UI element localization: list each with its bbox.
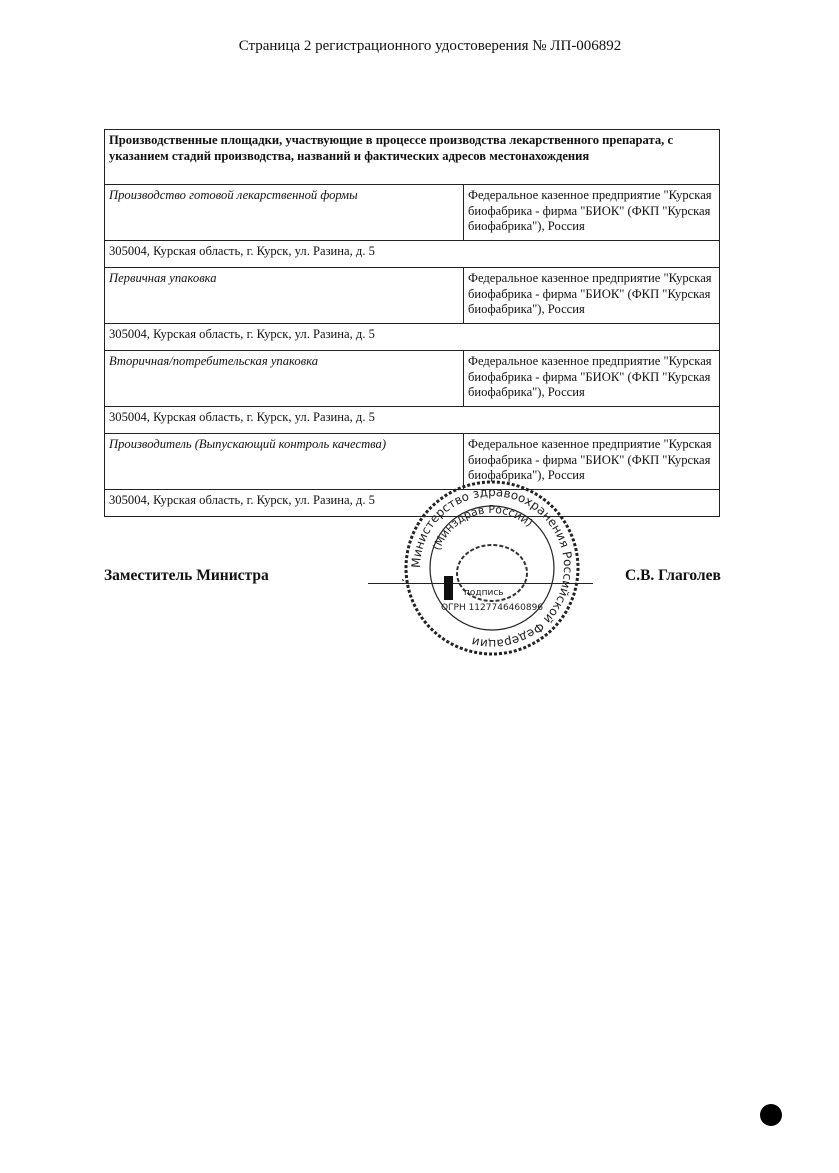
stamp-label: подпись [464,588,504,598]
company-cell: Федеральное казенное предприятие "Курская биофабрика - фирма "БИОК" (ФКП "Курская биофабрика"), Россия [464,434,720,490]
address-cell: 305004, Курская область, г. Курск, ул. Разина, д. 5 [105,241,720,268]
stamp-ogrn: ОГРН 1127746460896 [440,603,544,613]
stage-cell: Производство готовой лекарственной формы [105,185,464,241]
production-sites-table [104,129,720,517]
page-title: Страница 2 регистрационного удостоверения № ЛП-006892 [238,38,622,54]
stage-cell: Вторичная/потребительская упаковка [105,351,464,407]
signatory-position: Заместитель Министра [104,567,269,584]
stamp-inner-text: (Минздрав России) [430,502,536,553]
official-stamp [402,478,582,658]
table-header: Производственные площадки, участвующие в процессе производства лекарственного препарата, с указанием стадий производства, названий и фактических адресов местонахождения [105,130,720,185]
company-cell: Федеральное казенное предприятие "Курская биофабрика - фирма "БИОК" (ФКП "Курская биофабрика"), Россия [464,351,720,407]
address-cell: 305004, Курская область, г. Курск, ул. Разина, д. 5 [105,490,720,517]
scan-mark-dot [760,1104,782,1126]
address-cell: 305004, Курская область, г. Курск, ул. Разина, д. 5 [105,407,720,434]
company-cell: Федеральное казенное предприятие "Курская биофабрика - фирма "БИОК" (ФКП "Курская биофабрика"), Россия [464,185,720,241]
signatory-name: С.В. Глаголев [625,567,721,584]
stage-cell: Первичная упаковка [105,268,464,324]
stage-cell: Производитель (Выпускающий контроль качества) [105,434,464,490]
company-cell: Федеральное казенное предприятие "Курская биофабрика - фирма "БИОК" (ФКП "Курская биофабрика"), Россия [464,268,720,324]
address-cell: 305004, Курская область, г. Курск, ул. Разина, д. 5 [105,324,720,351]
stamp-outer-text: Министерство здравоохранения Российской Федерации [408,484,576,652]
